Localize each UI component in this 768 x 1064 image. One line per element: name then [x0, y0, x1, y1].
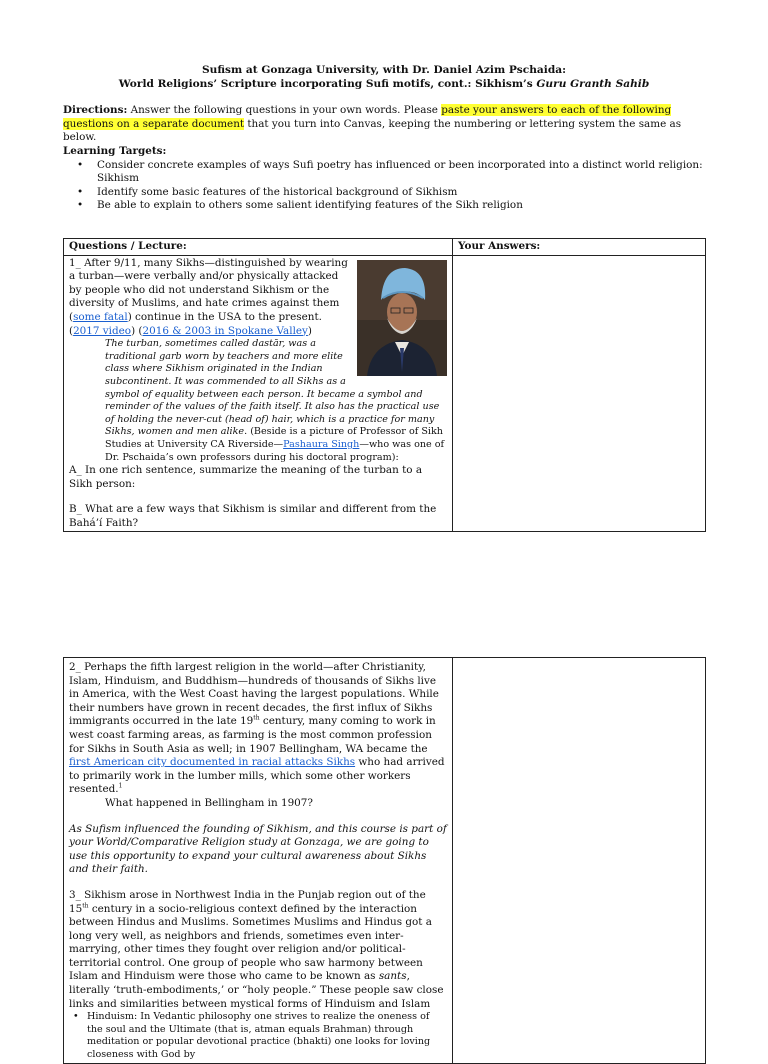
question-cell-2 — [64, 658, 453, 1064]
directions: Directions: Answer the following questions in your own words. Please paste your answers to each of the following questions on a separate document that you turn into Canvas, keeping the numbering or lettering system the same as below. — [63, 104, 682, 144]
portrait-photo — [357, 260, 447, 376]
column-header-answers: Your Answers: — [453, 239, 706, 256]
link-first-american-city[interactable]: first American city documented in racial attacks Sikhs — [69, 756, 356, 769]
turban-caption: The turban, sometimes called dastār, was a traditional garb worn by teachers and more elite class where Sikhism originated in the Indian subcontinent. It was commended to all Sikhs as a symbol of equality between each person. It became a symbol and reminder of the values of the faith itself. It also has the practical use of holding the never-cut (head of) hair, which is a practice for many Sikhs, women and men alike. (Beside is a picture of Professor of Sikh Studies at University CA Riverside—Pashaura Singh—who was one of Dr. Pschaida’s own professors during his doctoral program): — [105, 338, 445, 463]
question-2-text: 2_ Perhaps the fifth largest religion in the world—after Christianity, Islam, Hinduism, and Buddhism—hundreds of thousands of Sikhs live in America, with the West Coast having the largest populations. While their numbers have grown in recent decades, the first influx of Sikhs immigrants occurred in the late 19th century, many coming to work in west coast farming areas, as farming is the most common profession for Sikhs in South Asia as well; in 1907 Bellingham, WA became the first American city documented in racial attacks Sikhs who had arrived to primarily work in the lumber mills, which some other workers resented.$^1$ — [69, 661, 445, 796]
list-item: • Hinduism: In Vedantic philosophy one strives to realize the oneness of the soul and the Ultimate (that is, atman equals Brahman) through meditation or popular devotional practice (bhakti) one looks for loving closeness with God by — [87, 1011, 447, 1061]
question-cell-1 — [64, 255, 453, 532]
question-1b: B_ What are a few ways that Sikhism is similar and different from the Bahá’í Faith? — [69, 503, 437, 529]
list-item: • Identify some basic features of the historical background of Sikhism — [97, 186, 713, 200]
hinduism-bullet-list — [69, 1011, 447, 1061]
question-3-text: 3_ Sikhism arose in Northwest India in the Punjab region out of the 15th century in a socio-religious context defined by the interaction between Hindus and Muslims. Sometimes Muslims and Hindus got a long very well, as neighbors and friends, sometimes even inter-marrying, other times they fought over religion and/or political-territorial control. One group of people who saw harmony between Islam and Hinduism were those who came to be known as sants, literally ‘truth-embodiments,’ or “holy people.” These people saw close links and similarities between mystical forms of Hinduism and Islam — [69, 888, 444, 1010]
questions-table-2 — [63, 657, 706, 1064]
column-header-questions: Questions / Lecture: — [64, 239, 453, 256]
learning-targets-list — [63, 159, 713, 213]
section-intro: As Sufism influenced the founding of Sikhism, and this course is part of your World/Comparative Religion study at Gonzaga, we are going to use this opportunity to expand your cultural awareness about Sikhs and their faith. — [69, 822, 447, 876]
question-2-prompt: What happened in Bellingham in 1907? — [105, 796, 313, 809]
document-title-line1: Sufism at Gonzaga University, with Dr. Daniel Azim Pschaida: — [202, 64, 566, 76]
answer-cell-2[interactable] — [453, 658, 706, 1064]
link-2017-video[interactable]: 2017 video — [73, 324, 132, 337]
highlighted-instruction: paste your answers to each of the following questions on a separate document — [63, 104, 672, 130]
learning-targets-title: Learning Targets: — [63, 145, 167, 157]
document-title-line2: World Religions’ Scripture incorporating Sufi motifs, cont.: Sikhism’s Guru Granth Sahib — [118, 78, 650, 90]
directions-label: Directions: — [63, 104, 128, 116]
list-item: • Consider concrete examples of ways Sufi poetry has influenced or been incorporated into a distinct world religion: Sikhism — [97, 159, 713, 186]
answer-cell-1[interactable] — [453, 255, 706, 532]
link-some-fatal[interactable]: some fatal — [73, 310, 128, 323]
questions-table-1 — [63, 238, 706, 532]
question-1-text: 1_ After 9/11, many Sikhs—distinguished by wearing a turban—were verbally and/or physically attacked by people who did not understand Sikhism or the diversity of Muslims, and hate crimes against them (some fatal) continue in the USA to the present. (2017 video) (2016 & 2003 in Spokane Valley) — [69, 256, 348, 337]
link-pashaura-singh[interactable]: Pashaura Singh — [283, 438, 360, 450]
learning-targets — [63, 145, 713, 213]
link-2016-2003-spokane[interactable]: 2016 & 2003 in Spokane Valley — [142, 324, 308, 337]
question-1a: A_ In one rich sentence, summarize the meaning of the turban to a Sikh person: — [69, 464, 423, 490]
list-item: • Be able to explain to others some salient identifying features of the Sikh religion — [97, 199, 713, 213]
